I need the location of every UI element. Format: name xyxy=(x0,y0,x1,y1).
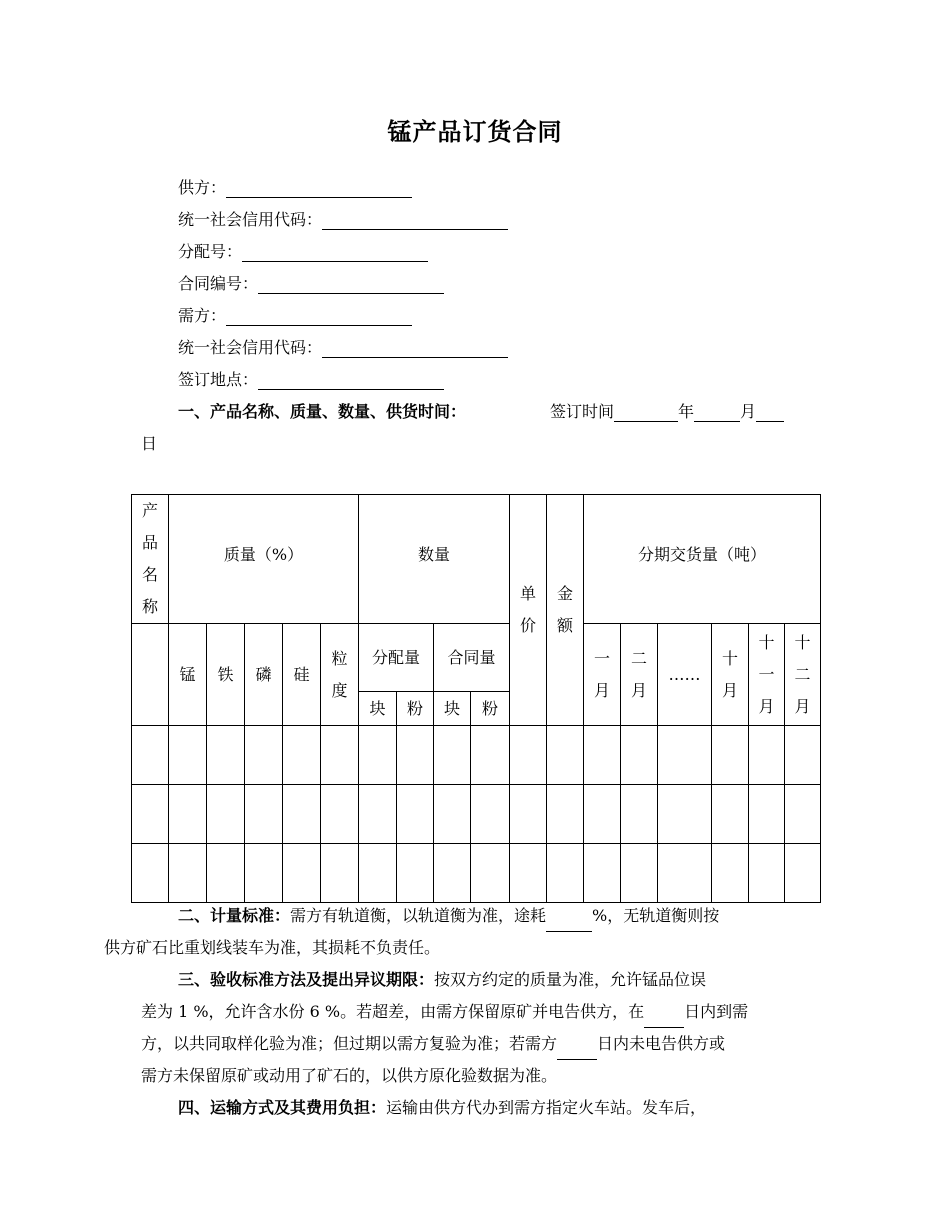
header-contracted-lump xyxy=(434,692,471,726)
header-delivery xyxy=(584,495,821,624)
table-cell[interactable] xyxy=(434,726,471,785)
table-cell[interactable] xyxy=(712,726,749,785)
table-cell[interactable] xyxy=(397,726,434,785)
table-cell[interactable] xyxy=(584,726,621,785)
supplier-credit-code-blank[interactable] xyxy=(322,213,508,230)
amount-label: 金额 xyxy=(556,584,573,635)
sign-year-blank[interactable] xyxy=(614,405,678,422)
granularity-label: 粒度 xyxy=(331,648,348,700)
header-contracted-powder xyxy=(471,692,510,726)
sign-time-field xyxy=(550,402,784,422)
fe-label: 铁 xyxy=(217,664,234,684)
table-cell[interactable] xyxy=(712,844,749,903)
order-table xyxy=(131,494,821,903)
ellipsis-label: …… xyxy=(668,664,701,684)
table-row xyxy=(132,726,821,785)
quality-label: 质量（%） xyxy=(223,545,304,564)
sign-place-field xyxy=(178,370,444,390)
section1-heading xyxy=(178,402,466,422)
table-cell[interactable] xyxy=(321,844,359,903)
buyer-field xyxy=(178,306,412,326)
table-cell[interactable] xyxy=(785,844,821,903)
header-si xyxy=(283,624,321,726)
quantity-label: 数量 xyxy=(417,545,450,564)
buyer-label: 需方： xyxy=(178,306,227,325)
sign-place-label: 签订地点： xyxy=(178,370,259,389)
table-cell[interactable] xyxy=(547,726,584,785)
m2-label: 二月 xyxy=(630,648,647,700)
table-cell[interactable] xyxy=(397,785,434,844)
sign-place-blank[interactable] xyxy=(258,373,444,390)
header-granularity xyxy=(321,624,359,726)
header-allocated-powder xyxy=(397,692,434,726)
header-m1 xyxy=(584,624,621,726)
buyer-credit-code-blank[interactable] xyxy=(322,341,508,358)
table-cell[interactable] xyxy=(283,785,321,844)
table-cell[interactable] xyxy=(471,726,510,785)
section3-text-d: 方，以共同取样化验为准；但过期以需方复验为准；若需方 xyxy=(141,1034,558,1053)
table-cell[interactable] xyxy=(749,726,785,785)
header-allocated xyxy=(359,624,434,692)
buyer-credit-code-label: 统一社会信用代码： xyxy=(178,338,323,357)
section2-text-b: %，无轨道衡则按 xyxy=(592,906,720,925)
section3-title: 三、验收标准方法及提出异议期限： xyxy=(178,970,435,989)
table-cell[interactable] xyxy=(169,844,207,903)
buyer-blank[interactable] xyxy=(226,309,412,326)
sign-time-label: 签订时间 xyxy=(550,402,615,421)
header-quality xyxy=(169,495,359,624)
m12-label: 十二月 xyxy=(794,632,811,716)
table-cell[interactable] xyxy=(321,726,359,785)
table-cell[interactable] xyxy=(584,785,621,844)
contracted-powder-label: 粉 xyxy=(481,698,498,718)
table-cell[interactable] xyxy=(169,785,207,844)
table-cell[interactable] xyxy=(547,785,584,844)
section3-text-b: 差为 1 %，允许含水份 6 %。若超差，由需方保留原矿并电告供方，在 xyxy=(141,1002,645,1021)
header-p xyxy=(245,624,283,726)
mn-label: 锰 xyxy=(179,664,196,684)
table-cell[interactable] xyxy=(471,785,510,844)
delivery-label: 分期交货量（吨） xyxy=(637,545,766,564)
table-cell[interactable] xyxy=(547,844,584,903)
table-cell[interactable] xyxy=(434,785,471,844)
contract-no-blank[interactable] xyxy=(258,277,444,294)
section3-text-a: 按双方约定的质量为准，允许锰品位误 xyxy=(434,970,707,989)
section4-text-a: 运输由供方代办到需方指定火车站。发车后， xyxy=(386,1098,707,1117)
section2-text-c: 供方矿石比重划线装车为准，其损耗不负责任。 xyxy=(104,938,441,957)
table-cell[interactable] xyxy=(207,785,245,844)
section2-text-a: 需方有轨道衡，以轨道衡为准，途耗 xyxy=(290,906,547,925)
table-row xyxy=(132,785,821,844)
table-cell[interactable] xyxy=(132,785,169,844)
days-arrive-blank[interactable] xyxy=(644,1011,684,1028)
table-cell[interactable] xyxy=(359,844,397,903)
table-cell[interactable] xyxy=(621,844,658,903)
table-cell[interactable] xyxy=(584,844,621,903)
table-cell[interactable] xyxy=(785,726,821,785)
header-quantity xyxy=(359,495,510,624)
table-cell[interactable] xyxy=(132,726,169,785)
section3-text-e: 日内未电告供方或 xyxy=(597,1034,726,1053)
section1-title: 一、产品名称、质量、数量、供货时间： xyxy=(178,402,467,421)
table-cell[interactable] xyxy=(510,726,547,785)
section4-title: 四、运输方式及其费用负担： xyxy=(178,1098,387,1117)
si-label: 硅 xyxy=(293,664,310,684)
allocated-lump-label: 块 xyxy=(369,698,386,718)
table-cell[interactable] xyxy=(245,726,283,785)
header-ellipsis xyxy=(658,624,712,726)
table-cell[interactable] xyxy=(169,726,207,785)
table-cell[interactable] xyxy=(621,785,658,844)
supplier-label: 供方： xyxy=(178,178,227,197)
supplier-blank[interactable] xyxy=(226,181,412,198)
table-cell[interactable] xyxy=(510,844,547,903)
sign-month-blank[interactable] xyxy=(694,405,740,422)
table-cell[interactable] xyxy=(658,844,712,903)
month-label: 月 xyxy=(740,402,757,421)
product-sub-empty xyxy=(132,624,169,726)
table-cell[interactable] xyxy=(471,844,510,903)
table-cell[interactable] xyxy=(785,785,821,844)
m10-label: 十月 xyxy=(721,648,738,700)
header-mn xyxy=(169,624,207,726)
days-notify-blank[interactable] xyxy=(557,1043,597,1060)
allocated-label: 分配量 xyxy=(371,647,420,667)
allocation-no-field xyxy=(178,242,428,262)
day-label: 日 xyxy=(141,434,158,453)
table-cell[interactable] xyxy=(621,726,658,785)
unit-price-label: 单价 xyxy=(519,584,536,635)
table-cell[interactable] xyxy=(434,844,471,903)
allocation-no-blank[interactable] xyxy=(242,245,428,262)
table-cell[interactable] xyxy=(245,785,283,844)
contract-no-field xyxy=(178,274,444,294)
table-cell[interactable] xyxy=(510,785,547,844)
table-cell[interactable] xyxy=(658,785,712,844)
m1-label: 一月 xyxy=(593,648,610,700)
table-row xyxy=(132,844,821,903)
table-cell[interactable] xyxy=(749,785,785,844)
contract-no-label: 合同编号： xyxy=(178,274,259,293)
p-label: 磷 xyxy=(255,664,272,684)
allocation-no-label: 分配号： xyxy=(178,242,243,261)
contracted-label: 合同量 xyxy=(447,647,496,667)
header-contracted xyxy=(434,624,510,692)
contracted-lump-label: 块 xyxy=(443,698,460,718)
table-cell[interactable] xyxy=(132,844,169,903)
table-cell[interactable] xyxy=(245,844,283,903)
table-cell[interactable] xyxy=(397,844,434,903)
section3 xyxy=(141,964,821,1092)
allocated-powder-label: 粉 xyxy=(406,698,423,718)
buyer-credit-code-field xyxy=(178,338,508,358)
table-cell[interactable] xyxy=(658,726,712,785)
header-m2 xyxy=(621,624,658,726)
section2 xyxy=(104,900,821,964)
sign-day-blank[interactable] xyxy=(756,405,784,422)
table-cell[interactable] xyxy=(283,844,321,903)
table-cell[interactable] xyxy=(712,785,749,844)
section3-text-c: 日内到需 xyxy=(684,1002,749,1021)
table-cell[interactable] xyxy=(749,844,785,903)
header-m11 xyxy=(749,624,785,726)
table-cell[interactable] xyxy=(359,726,397,785)
table-cell[interactable] xyxy=(321,785,359,844)
transit-loss-blank[interactable] xyxy=(546,915,592,932)
header-amount xyxy=(547,495,584,726)
table-cell[interactable] xyxy=(207,844,245,903)
header-fe xyxy=(207,624,245,726)
header-allocated-lump xyxy=(359,692,397,726)
product-name-label: 产品名称 xyxy=(141,501,158,616)
year-label: 年 xyxy=(678,402,695,421)
header-product-name xyxy=(132,495,169,624)
page-title: 锰产品订货合同 xyxy=(387,118,563,146)
section3-text-f: 需方未保留原矿或动用了矿石的，以供方原化验数据为准。 xyxy=(141,1066,558,1085)
m11-label: 十一月 xyxy=(758,632,775,716)
supplier-credit-code-field xyxy=(178,210,508,230)
section2-title: 二、计量标准： xyxy=(178,906,291,925)
header-m10 xyxy=(712,624,749,726)
table-cell[interactable] xyxy=(207,726,245,785)
table-cell[interactable] xyxy=(283,726,321,785)
header-m12 xyxy=(785,624,821,726)
table-cell[interactable] xyxy=(359,785,397,844)
header-unit-price xyxy=(510,495,547,726)
supplier-credit-code-label: 统一社会信用代码： xyxy=(178,210,323,229)
section4 xyxy=(141,1092,821,1124)
supplier-field xyxy=(178,178,412,198)
